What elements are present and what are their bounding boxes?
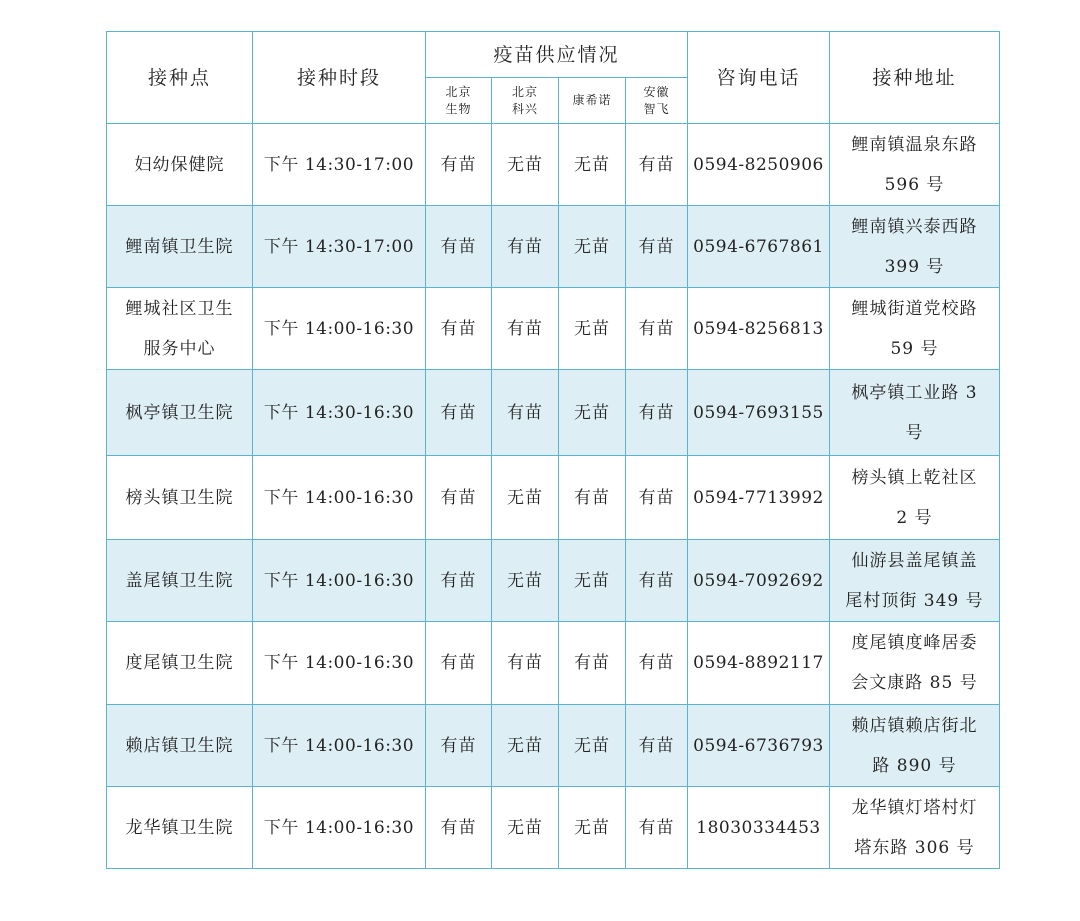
header-supply: 疫苗供应情况	[426, 32, 688, 78]
cell-line: 鲤南镇温泉东路	[851, 134, 978, 155]
cell-time: 下午 14:30-17:00	[253, 206, 426, 288]
cell-supply: 有苗	[559, 622, 626, 705]
cell-line: 枫亭镇卫生院	[125, 402, 234, 423]
header-site: 接种点	[107, 32, 253, 124]
header-brand-2	[559, 78, 626, 124]
vaccine-schedule-table	[106, 31, 1000, 869]
cell-supply: 无苗	[492, 705, 559, 787]
cell-phone: 0594-7092692	[688, 540, 830, 622]
cell-time: 下午 14:00-16:30	[253, 622, 426, 705]
cell-supply: 有苗	[626, 540, 688, 622]
cell-line: 路 890 号	[872, 755, 957, 776]
cell-phone: 0594-6736793	[688, 705, 830, 787]
cell-supply: 有苗	[426, 456, 492, 540]
cell-supply: 有苗	[492, 370, 559, 456]
cell-site	[107, 540, 253, 622]
cell-supply: 无苗	[559, 787, 626, 869]
cell-time: 下午 14:00-16:30	[253, 787, 426, 869]
table-row	[107, 206, 1000, 288]
cell-supply: 无苗	[492, 540, 559, 622]
cell-site	[107, 787, 253, 869]
cell-phone: 0594-8256813	[688, 288, 830, 370]
cell-supply: 无苗	[492, 787, 559, 869]
cell-supply: 有苗	[426, 370, 492, 456]
cell-address	[830, 124, 1000, 206]
header-brand-3	[626, 78, 688, 124]
cell-address	[830, 370, 1000, 456]
cell-line: 尾村顶街 349 号	[845, 590, 984, 611]
header-brand-line: 生物	[445, 101, 472, 116]
cell-line: 赖店镇卫生院	[125, 735, 234, 756]
cell-address	[830, 206, 1000, 288]
cell-supply: 有苗	[426, 622, 492, 705]
cell-site	[107, 370, 253, 456]
cell-supply: 有苗	[626, 370, 688, 456]
cell-line: 号	[905, 422, 924, 443]
cell-supply: 无苗	[492, 124, 559, 206]
table-row	[107, 456, 1000, 540]
cell-supply: 有苗	[426, 705, 492, 787]
cell-site	[107, 456, 253, 540]
header-row-top	[107, 32, 1000, 78]
cell-supply: 有苗	[559, 456, 626, 540]
cell-phone: 18030334453	[688, 787, 830, 869]
cell-line: 盖尾镇卫生院	[125, 570, 234, 591]
cell-address	[830, 288, 1000, 370]
cell-supply: 有苗	[426, 124, 492, 206]
cell-phone: 0594-6767861	[688, 206, 830, 288]
header-brand-line: 智飞	[643, 101, 670, 116]
cell-supply: 有苗	[426, 540, 492, 622]
cell-line: 塔东路 306 号	[854, 837, 975, 858]
cell-line: 榜头镇卫生院	[125, 487, 234, 508]
cell-line: 度尾镇卫生院	[125, 653, 234, 673]
cell-time: 下午 14:30-17:00	[253, 124, 426, 206]
cell-supply: 无苗	[559, 370, 626, 456]
cell-line: 会文康路 85 号	[851, 673, 978, 693]
cell-supply: 有苗	[426, 288, 492, 370]
header-time: 接种时段	[253, 32, 426, 124]
cell-phone: 0594-7693155	[688, 370, 830, 456]
cell-line: 596 号	[884, 174, 945, 195]
cell-site	[107, 705, 253, 787]
table-body	[107, 124, 1000, 869]
header-phone: 咨询电话	[688, 32, 830, 124]
cell-line: 鲤南镇卫生院	[125, 236, 234, 257]
cell-phone: 0594-7713992	[688, 456, 830, 540]
cell-line: 妇幼保健院	[134, 154, 225, 175]
cell-line: 枫亭镇工业路 3	[851, 382, 978, 403]
cell-line: 鲤城社区卫生	[125, 298, 234, 319]
header-brand-line: 安徽	[643, 84, 670, 99]
table-row	[107, 622, 1000, 705]
table-row	[107, 705, 1000, 787]
table-row	[107, 787, 1000, 869]
cell-site	[107, 124, 253, 206]
cell-supply: 有苗	[626, 705, 688, 787]
cell-address	[830, 787, 1000, 869]
cell-line: 龙华镇卫生院	[125, 817, 234, 838]
cell-line: 59 号	[890, 338, 939, 359]
cell-line: 399 号	[884, 256, 945, 277]
header-brand-line: 北京	[445, 84, 472, 99]
cell-supply: 无苗	[559, 288, 626, 370]
cell-address	[830, 540, 1000, 622]
cell-supply: 无苗	[492, 456, 559, 540]
cell-supply: 有苗	[492, 622, 559, 705]
cell-time: 下午 14:30-16:30	[253, 370, 426, 456]
header-brand-line: 康希诺	[572, 93, 612, 107]
cell-line: 龙华镇灯塔村灯	[851, 797, 978, 818]
table-row	[107, 288, 1000, 370]
cell-supply: 有苗	[626, 124, 688, 206]
cell-supply: 有苗	[426, 787, 492, 869]
cell-line: 鲤南镇兴泰西路	[851, 216, 978, 237]
cell-phone: 0594-8250906	[688, 124, 830, 206]
cell-time: 下午 14:00-16:30	[253, 288, 426, 370]
cell-supply: 有苗	[626, 622, 688, 705]
cell-supply: 有苗	[426, 206, 492, 288]
cell-line: 仙游县盖尾镇盖	[851, 550, 978, 571]
cell-time: 下午 14:00-16:30	[253, 456, 426, 540]
cell-address	[830, 456, 1000, 540]
cell-line: 鲤城街道党校路	[851, 298, 978, 319]
table-row	[107, 540, 1000, 622]
cell-supply: 有苗	[626, 288, 688, 370]
table-row	[107, 370, 1000, 456]
cell-site	[107, 206, 253, 288]
cell-address	[830, 622, 1000, 705]
cell-supply: 无苗	[559, 206, 626, 288]
cell-site	[107, 288, 253, 370]
header-brand-1	[492, 78, 559, 124]
cell-time: 下午 14:00-16:30	[253, 540, 426, 622]
cell-line: 榜头镇上乾社区	[851, 467, 978, 488]
header-brand-line: 北京	[511, 84, 538, 99]
cell-supply: 无苗	[559, 705, 626, 787]
cell-supply: 无苗	[559, 124, 626, 206]
cell-site	[107, 622, 253, 705]
header-address: 接种地址	[830, 32, 1000, 124]
cell-supply: 有苗	[492, 288, 559, 370]
cell-supply: 有苗	[492, 206, 559, 288]
cell-line: 度尾镇度峰居委	[851, 633, 978, 653]
cell-supply: 有苗	[626, 206, 688, 288]
cell-time: 下午 14:00-16:30	[253, 705, 426, 787]
cell-supply: 无苗	[559, 540, 626, 622]
header-brand-line: 科兴	[511, 101, 538, 116]
cell-line: 赖店镇赖店街北	[851, 715, 978, 736]
header-brand-0	[426, 78, 492, 124]
cell-line: 2 号	[896, 507, 933, 528]
cell-address	[830, 705, 1000, 787]
cell-supply: 有苗	[626, 787, 688, 869]
cell-phone: 0594-8892117	[688, 622, 830, 705]
cell-line: 服务中心	[143, 338, 216, 359]
cell-supply: 有苗	[626, 456, 688, 540]
table-row	[107, 124, 1000, 206]
